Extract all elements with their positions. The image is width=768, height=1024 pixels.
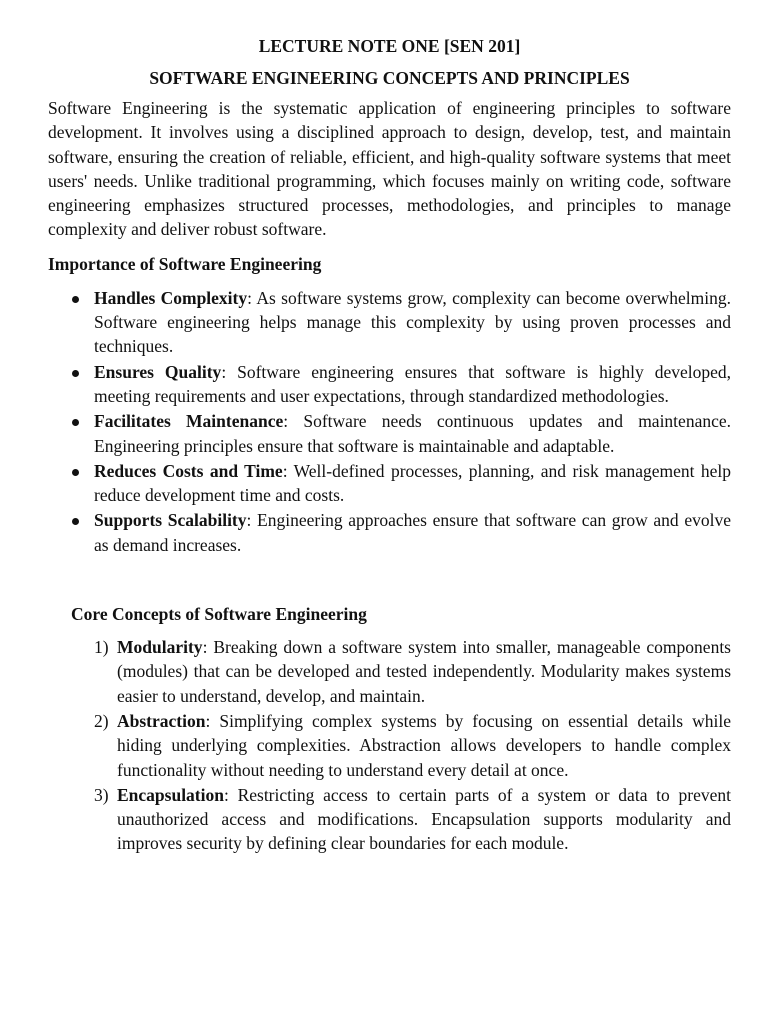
item-text: : Simplifying complex systems by focusing on essential details while hiding underlying complexities. Abstraction allows developers to handle complex functionality without needing to understand every detail at once. (117, 710, 731, 780)
list-item (48, 286, 731, 359)
bullet-icon (72, 419, 79, 426)
item-text: : As software systems grow, complexity can become overwhelming. Software engineering helps manage this complexity by using proven processes and techniques. (94, 287, 731, 357)
item-number: 2) (94, 710, 109, 731)
list-item (48, 409, 731, 458)
importance-heading: Importance of Software Engineering (48, 253, 322, 274)
list-item (48, 459, 731, 508)
item-term: Facilitates Maintenance (94, 411, 284, 432)
bullet-icon (72, 296, 79, 303)
item-text: : Software needs continuous updates and maintenance. Engineering principles ensure that software is maintainable and adaptable. (94, 411, 731, 456)
item-text: : Software engineering ensures that software is highly developed, meeting requirements and user expectations, through standardized methodologies. (94, 361, 731, 406)
list-item (48, 635, 731, 708)
item-term: Abstraction (117, 710, 206, 731)
core-concepts-list (48, 635, 731, 856)
item-term: Handles Complexity (94, 287, 248, 308)
importance-list (48, 286, 731, 557)
item-text: : Well-defined processes, planning, and risk management help reduce development time and costs. (94, 460, 732, 506)
document-title: LECTURE NOTE ONE [SEN 201] (258, 36, 521, 56)
list-item (48, 360, 731, 409)
item-text: : Breaking down a software system into smaller, manageable components (modules) that can be developed and tested independently. Modularity makes systems easier to understand, develop, and maintain. (117, 637, 731, 706)
item-number: 3) (94, 784, 109, 805)
item-number: 1) (94, 637, 109, 658)
item-term: Reduces Costs and Time (94, 460, 283, 481)
item-text: : Restricting access to certain parts of a system or data to prevent unauthorized access and modifications. Encapsulation supports modularity and improves security by defining clear boundaries for each module. (117, 784, 731, 854)
list-item (48, 709, 731, 782)
bullet-icon (72, 469, 79, 476)
list-item (48, 783, 731, 856)
item-term: Ensures Quality (94, 361, 222, 382)
item-term: Encapsulation (117, 784, 224, 805)
list-item (48, 508, 731, 557)
item-term: Modularity (117, 637, 203, 658)
intro-paragraph: Software Engineering is the systematic application of engineering principles to software development. It involves using a disciplined approach to design, develop, test, and maintain software, ensuring the creation of reliable, efficient, and high-quality software systems that meet users' needs. Unlike traditional programming, which focuses mainly on writing code, software engineering emphasizes structured processes, methodologies, and principles to manage complexity and deliver robust software. (48, 98, 731, 240)
document-subtitle: SOFTWARE ENGINEERING CONCEPTS AND PRINCIPLES (149, 68, 630, 88)
item-term: Supports Scalability (94, 510, 247, 531)
bullet-icon (72, 518, 79, 525)
item-text: : Engineering approaches ensure that software can grow and evolve as demand increases. (94, 510, 731, 555)
core-concepts-heading: Core Concepts of Software Engineering (71, 604, 367, 625)
bullet-icon (72, 370, 79, 377)
